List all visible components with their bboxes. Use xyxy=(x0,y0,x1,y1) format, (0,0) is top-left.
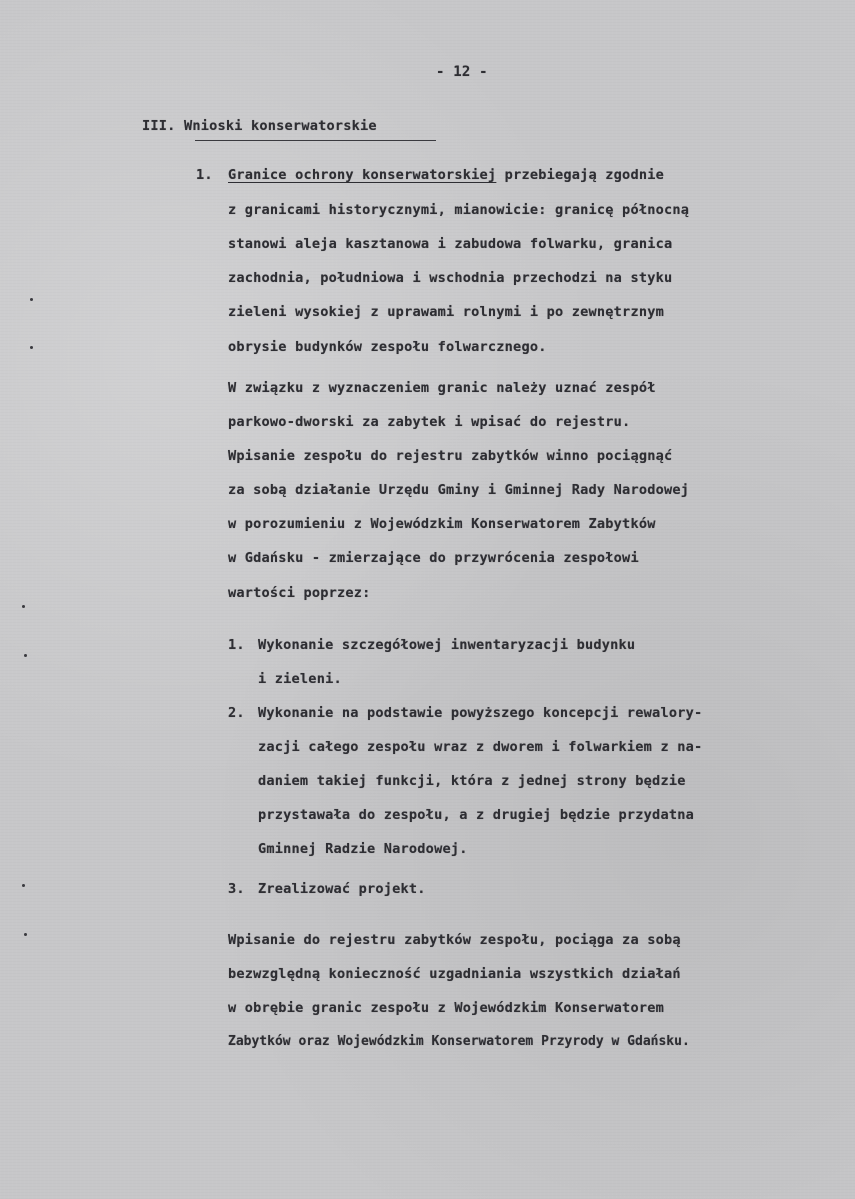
margin-mark xyxy=(30,298,33,301)
closing-line-1: bezwzględną konieczność uzgadniania wszystkich działań xyxy=(228,966,681,982)
margin-mark xyxy=(24,654,27,657)
page-number: - 12 - xyxy=(436,64,488,80)
paragraph2-line-4: w porozumieniu z Wojewódzkim Konserwatorem Zabytków xyxy=(228,516,656,532)
margin-mark xyxy=(22,884,25,887)
point1-line-4: zieleni wysokiej z uprawami rolnymi i po zewnętrznym xyxy=(228,304,664,320)
sub-item-2-number: 2. xyxy=(228,705,245,721)
sub-item-2-line-0: Wykonanie na podstawie powyższego koncepcji rewalory- xyxy=(258,705,703,721)
closing-line-2: w obrębie granic zespołu z Wojewódzkim Konserwatorem xyxy=(228,1000,664,1016)
sub-item-1-line-1: i zieleni. xyxy=(258,671,342,687)
point1-underlined-phrase: Granice ochrony konserwatorskiej xyxy=(228,167,497,183)
margin-mark xyxy=(22,605,25,608)
sub-item-1-line-0: Wykonanie szczegółowej inwentaryzacji budynku xyxy=(258,637,636,653)
section-heading xyxy=(142,118,377,134)
paragraph2-line-2: Wpisanie zespołu do rejestru zabytków winno pociągnąć xyxy=(228,448,673,464)
closing-line-0: Wpisanie do rejestru zabytków zespołu, pociąga za sobą xyxy=(228,932,681,948)
point1-line-3: zachodnia, południowa i wschodnia przechodzi na styku xyxy=(228,270,673,286)
sub-item-1-number: 1. xyxy=(228,637,245,653)
sub-item-2-line-2: daniem takiej funkcji, która z jednej strony będzie xyxy=(258,773,686,789)
paragraph2-line-1: parkowo-dworski za zabytek i wpisać do rejestru. xyxy=(228,414,631,430)
sub-item-2-line-1: zacji całego zespołu wraz z dworem i folwarkiem z na- xyxy=(258,739,703,755)
point1-line-5: obrysie budynków zespołu folwarcznego. xyxy=(228,339,547,355)
sub-item-3-number: 3. xyxy=(228,881,245,897)
point1-line-0 xyxy=(228,167,664,183)
closing-line-3: Zabytków oraz Wojewódzkim Konserwatorem Przyrody w Gdańsku. xyxy=(228,1034,690,1049)
point1-line-2: stanowi aleja kasztanowa i zabudowa folwarku, granica xyxy=(228,236,673,252)
sub-item-2-line-4: Gminnej Radzie Narodowej. xyxy=(258,841,468,857)
paragraph2-line-6: wartości poprzez: xyxy=(228,585,371,601)
paragraph2-line-5: w Gdańsku - zmierzające do przywrócenia zespołowi xyxy=(228,550,639,566)
point1-line-1: z granicami historycznymi, mianowicie: granicę północną xyxy=(228,202,690,218)
sub-item-2-line-3: przystawała do zespołu, a z drugiej będzie przydatna xyxy=(258,807,694,823)
sub-item-3-line-0: Zrealizować projekt. xyxy=(258,881,426,897)
margin-mark xyxy=(30,346,33,349)
paragraph2-line-0: W związku z wyznaczeniem granic należy uznać zespół xyxy=(228,380,656,396)
section-number: III. xyxy=(142,118,176,134)
heading-underline xyxy=(195,140,436,141)
paragraph2-line-3: za sobą działanie Urzędu Gminy i Gminnej Rady Narodowej xyxy=(228,482,690,498)
point1-number: 1. xyxy=(196,167,213,183)
margin-mark xyxy=(24,933,27,936)
point1-first-line-rest: przebiegają zgodnie xyxy=(496,167,664,183)
section-title: Wnioski konserwatorskie xyxy=(183,118,377,134)
